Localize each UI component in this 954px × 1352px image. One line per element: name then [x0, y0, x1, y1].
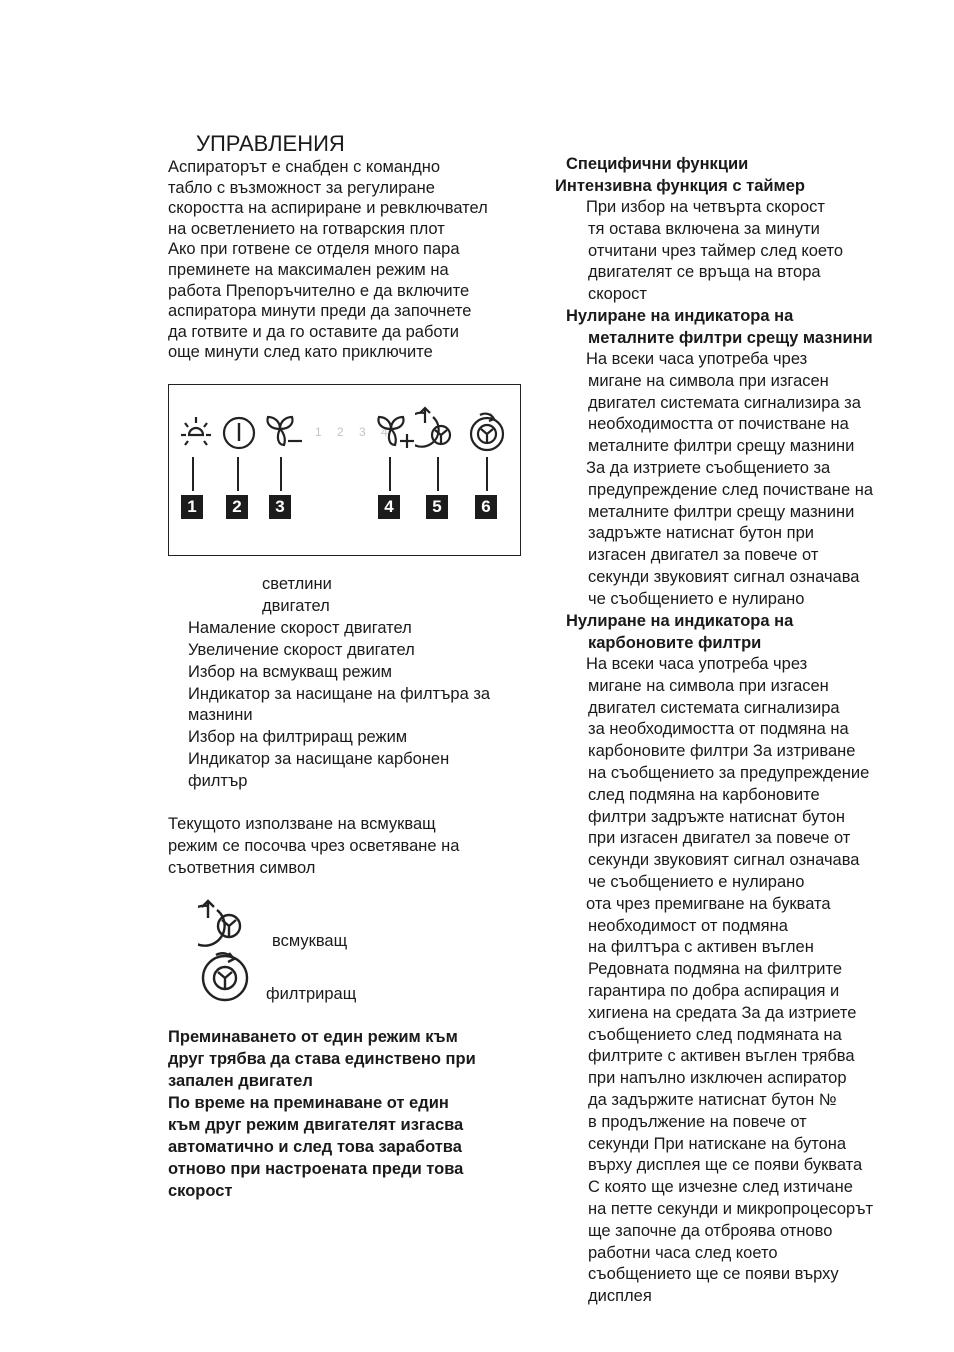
text-line: да задържите натиснат бутон № [588, 1091, 837, 1109]
suction-mode-label: всмукващ [272, 932, 348, 950]
fan-plus-icon [373, 411, 419, 453]
leader-line [486, 457, 488, 491]
badge-4: 4 [378, 495, 400, 519]
heading-grease-1: Нулиране на индикатора на [566, 307, 794, 325]
text-line: Намаление скорост двигател [188, 618, 412, 637]
text-line: преминете на максимален режим на [168, 261, 449, 279]
text-line: че съобщението е нулирано [588, 589, 805, 608]
leader-line [192, 457, 194, 491]
text-line: двигател [262, 596, 330, 615]
filter-mode-label: филтриращ [266, 985, 357, 1003]
text-line: Индикатор за насищане карбонен [188, 750, 450, 769]
text-line: филтрите с активен въглен трябва [588, 1047, 855, 1066]
text-line: мазнини [188, 706, 253, 725]
text-line: ота чрез премигване на буквата [586, 894, 831, 913]
heading-special-functions: Специфични функции [566, 155, 749, 173]
leader-line [237, 457, 239, 491]
text-line: При избор на четвърта скорост [586, 198, 825, 216]
text-line: карбоновите филтри За изтриване [588, 742, 856, 761]
text-line: Преминаването от един режим към [168, 1028, 458, 1046]
speed-numbers: 1 2 3 4 [315, 425, 394, 439]
text-line: съобщението след подмяната на [588, 1025, 842, 1044]
text-line: двигател системата сигнализира за [588, 393, 861, 412]
text-line: Индикатор за насищане на филтъра за [188, 684, 491, 703]
text-line: Аспираторът е снабден с командно [168, 158, 441, 176]
text-line: на съобщението за предупреждение [588, 764, 870, 782]
power-icon [220, 413, 258, 453]
text-line: Избор на всмукващ режим [188, 662, 393, 681]
text-line: че съобщението е нулирано [588, 873, 805, 891]
text-line: работа Препоръчително е да включите [168, 281, 470, 300]
text-line: отчитани чрез таймер след което [588, 241, 844, 260]
text-line: На всеки часа употреба чрез [586, 655, 808, 673]
text-line: след подмяна на карбоновите [588, 785, 820, 804]
text-line: ще започне да отброява отново [588, 1221, 833, 1240]
light-icon [177, 413, 215, 453]
text-line: Редовната подмяна на филтрите [588, 960, 843, 979]
text-line: към друг режим двигателят изгасва [168, 1116, 464, 1134]
text-line: друг трябва да става единствено при [168, 1050, 476, 1068]
text-line: на осветлението на готварския плот [168, 219, 445, 238]
text-line: за необходимостта от подмяна на [588, 720, 849, 739]
text-line: мигане на символа при изгасен [588, 676, 829, 695]
text-line: изгасен двигател за повече от [588, 546, 819, 565]
leader-line [280, 457, 282, 491]
text-line: при напълно изключен аспиратор [588, 1069, 847, 1088]
page-title: УПРАВЛЕНИЯ [196, 131, 345, 156]
text-line: аспиратора минути преди да започнете [168, 302, 472, 321]
text-line: металните филтри срещу мазнини [588, 437, 855, 456]
text-line: скорост [588, 285, 647, 304]
text-line: Избор на филтриращ режим [188, 728, 408, 747]
text-line: тя остава включена за минути [588, 219, 820, 238]
text-line: скоростта на аспириране и ревключвател [168, 199, 488, 218]
text-line: Увеличение скорост двигател [188, 640, 415, 659]
badge-1: 1 [181, 495, 203, 519]
text-line: запален двигател [168, 1072, 313, 1090]
text-line: задръжте натиснат бутон при [588, 524, 814, 543]
filter-mode-icon [198, 950, 254, 1002]
text-line: секунди звуковият сигнал означава [588, 568, 860, 586]
control-panel-diagram [168, 384, 521, 556]
text-line: на петте секунди и микропроцесорът [588, 1200, 874, 1218]
text-line: в продължение на повече от [588, 1112, 807, 1131]
text-line: предупреждение след почистване на [588, 480, 874, 499]
text-line: С която ще изчезне след изтичане [588, 1178, 853, 1197]
text-line: За да изтриете съобщението за [586, 459, 831, 477]
text-line: режим се посочва чрез осветяване на [168, 836, 460, 855]
suction-mode-icon [415, 405, 463, 455]
fan-minus-icon [262, 411, 306, 453]
text-line: филтър [188, 772, 248, 791]
text-line: при изгасен двигател за повече от [588, 829, 851, 848]
text-line: секунди звуковият сигнал означава [588, 851, 860, 870]
leader-line [437, 457, 439, 491]
text-line: филтри задръжте натиснат бутон [588, 807, 845, 826]
badge-5: 5 [426, 495, 448, 519]
filter-mode-icon [466, 407, 508, 455]
text-line: съобщението ще се появи върху [588, 1265, 839, 1284]
leader-line [389, 457, 391, 491]
text-line: необходимостта от почистване на [588, 415, 849, 434]
text-line: двигател системата сигнализира [588, 698, 840, 717]
badge-2: 2 [226, 495, 248, 519]
text-line: работни часа след което [588, 1243, 778, 1262]
text-line: Ако при готвене се отделя много пара [168, 240, 460, 259]
text-line: да готвите и да го оставите да работи [168, 322, 460, 341]
text-line: светлини [262, 575, 332, 593]
text-line: двигателят се връща на втора [588, 263, 821, 282]
heading-intensive: Интензивна функция с таймер [555, 177, 806, 195]
text-line: на филтъра с активен въглен [588, 938, 814, 957]
text-line: На всеки часа употреба чрез [586, 350, 808, 368]
text-line: гарантира по добра аспирация и [588, 982, 840, 1000]
text-line: върху дисплея ще се появи буквата [588, 1156, 863, 1175]
text-line: отново при настроената преди това [168, 1160, 464, 1178]
text-line: По време на преминаване от един [168, 1094, 449, 1112]
badge-6: 6 [475, 495, 497, 519]
text-line: автоматично и след това заработва [168, 1138, 462, 1156]
badge-3: 3 [269, 495, 291, 519]
text-line: табло с възможност за регулиране [168, 178, 435, 197]
text-line: металните филтри срещу мазнини [588, 502, 855, 521]
text-line: дисплея [588, 1287, 652, 1306]
text-line: съответния символ [168, 858, 316, 877]
heading-carbon-1: Нулиране на индикатора на [566, 612, 794, 630]
heading-grease-2: металните филтри срещу мазнини [588, 329, 873, 347]
text-line: необходимост от подмяна [588, 916, 788, 935]
text-line: още минути след като приключите [168, 343, 433, 362]
heading-carbon-2: карбоновите филтри [588, 634, 762, 652]
text-line: хигиена на средата За да изтриете [588, 1003, 857, 1022]
text-line: Текущото използване на всмукващ [168, 815, 436, 833]
text-line: скорост [168, 1182, 233, 1200]
suction-mode-icon [198, 898, 254, 948]
text-line: мигане на символа при изгасен [588, 371, 829, 390]
text-line: секунди При натискане на бутона [588, 1134, 847, 1153]
